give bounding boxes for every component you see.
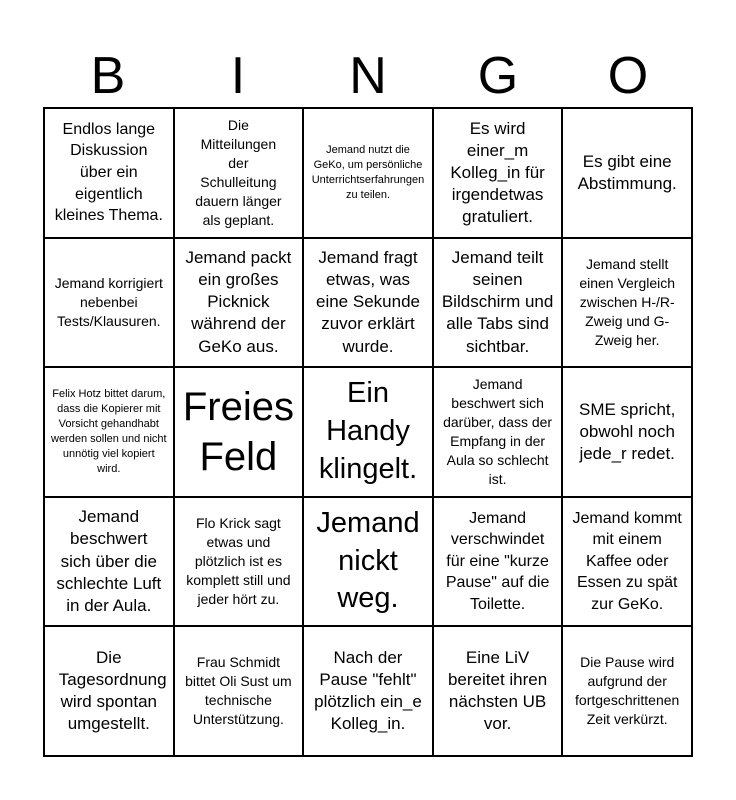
cell-text: Nach der Pause "fehlt" plötzlich ein_e Kolleg_in. bbox=[314, 648, 422, 734]
cell-text: Es wird einer_m Kolleg_in für irgendetwas gratuliert. bbox=[450, 118, 545, 226]
cell-text: Felix Hotz bittet darum, dass die Kopierer mit Vorsicht gehandhabt werden sollen und nicht unnötig viel kopiert wird. bbox=[51, 388, 167, 475]
header-letter-o: O bbox=[607, 47, 649, 105]
cell-text: Jemand packt ein großes Picknick während der GeKo aus. bbox=[185, 248, 292, 356]
cell-text: Jemand stellt einen Vergleich zwischen H-/R-Zweig und G-Zweig her. bbox=[579, 256, 676, 348]
cell-text: Die Mitteilungen der Schulleitung dauern länger als geplant. bbox=[195, 117, 282, 228]
bingo-cell[interactable] bbox=[303, 367, 433, 497]
bingo-cell[interactable] bbox=[562, 626, 692, 756]
cell-text: Jemand beschwert sich über die schlechte Luft in der Aula. bbox=[56, 507, 162, 615]
cell-text: Endlos lange Diskussion über ein eigentlich kleines Thema. bbox=[54, 120, 163, 225]
cell-text: Eine LiV bereitet ihren nächsten UB vor. bbox=[447, 648, 548, 734]
free-space-text: Freies Feld bbox=[182, 384, 294, 479]
bingo-cell[interactable] bbox=[433, 497, 563, 627]
cell-text: Jemand verschwindet für eine "kurze Pause" auf die Toilette. bbox=[445, 509, 550, 613]
free-space[interactable] bbox=[174, 367, 304, 497]
bingo-cell[interactable] bbox=[174, 108, 304, 238]
bingo-cell[interactable] bbox=[562, 108, 692, 238]
bingo-cell[interactable] bbox=[433, 238, 563, 368]
bingo-header bbox=[43, 44, 693, 108]
bingo-cell[interactable] bbox=[44, 626, 174, 756]
bingo-cell[interactable] bbox=[44, 108, 174, 238]
bingo-cell[interactable] bbox=[44, 497, 174, 627]
cell-text: Flo Krick sagt etwas und plötzlich ist es komplett still und jeder hört zu. bbox=[186, 515, 291, 607]
bingo-cell[interactable] bbox=[174, 626, 304, 756]
bingo-cell[interactable] bbox=[44, 238, 174, 368]
cell-text: Jemand nickt weg. bbox=[316, 507, 420, 615]
cell-text: SME spricht, obwohl noch jede_r redet. bbox=[579, 399, 676, 464]
bingo-cell[interactable] bbox=[303, 497, 433, 627]
bingo-cell[interactable] bbox=[303, 108, 433, 238]
header-letter-i: I bbox=[230, 47, 246, 105]
cell-text: Ein Handy klingelt. bbox=[318, 377, 418, 485]
cell-text: Frau Schmidt bittet Oli Sust um technische Unterstützung. bbox=[185, 654, 292, 728]
cell-text: Jemand teilt seinen Bildschirm und alle Tabs sind sichtbar. bbox=[441, 248, 554, 356]
bingo-cell[interactable] bbox=[174, 238, 304, 368]
cell-text: Die Pause wird aufgrund der fortgeschrittenen Zeit verkürzt. bbox=[575, 654, 680, 728]
cell-text: Jemand fragt etwas, was eine Sekunde zuvor erklärt wurde. bbox=[316, 248, 420, 356]
cell-text: Jemand kommt mit einem Kaffee oder Essen zu spät zur GeKo. bbox=[572, 509, 682, 613]
bingo-cell[interactable] bbox=[174, 497, 304, 627]
bingo-cell[interactable] bbox=[562, 238, 692, 368]
bingo-cell[interactable] bbox=[562, 367, 692, 497]
bingo-cell[interactable] bbox=[433, 108, 563, 238]
header-letter-g: G bbox=[477, 47, 519, 105]
bingo-board bbox=[43, 107, 693, 757]
bingo-cell[interactable] bbox=[303, 238, 433, 368]
bingo-cell[interactable] bbox=[433, 626, 563, 756]
bingo-cell[interactable] bbox=[303, 626, 433, 756]
bingo-cell[interactable] bbox=[562, 497, 692, 627]
cell-text: Jemand korrigiert nebenbei Tests/Klausuren. bbox=[54, 275, 163, 329]
cell-text: Jemand beschwert sich darüber, dass der Empfang in der Aula so schlecht ist. bbox=[443, 376, 553, 487]
cell-text: Die Tagesordnung wird spontan umgestellt. bbox=[58, 648, 167, 734]
bingo-cell[interactable] bbox=[433, 367, 563, 497]
header-letter-b: B bbox=[90, 47, 126, 105]
header-letter-n: N bbox=[349, 47, 387, 105]
cell-text: Es gibt eine Abstimmung. bbox=[577, 151, 677, 193]
cell-text: Jemand nutzt die GeKo, um persönliche Unterrichtserfahrungen zu teilen. bbox=[311, 144, 425, 201]
bingo-cell[interactable] bbox=[44, 367, 174, 497]
